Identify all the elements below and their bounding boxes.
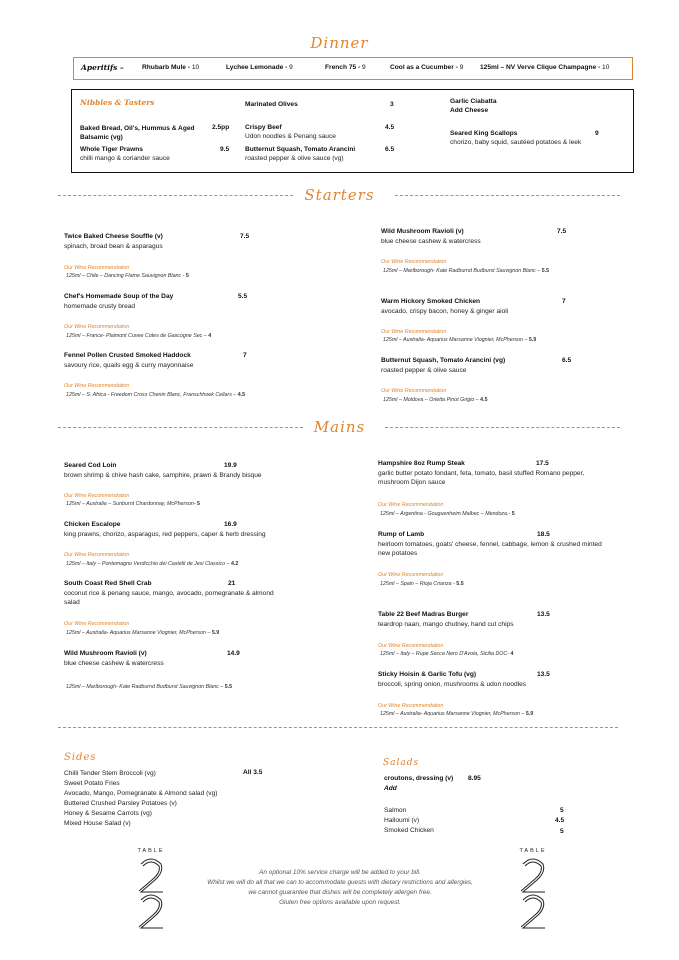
nibble-name: Baked Bread, Oil's, Hummus & Aged Balsamic (vg) [80, 125, 195, 141]
logo-number-22-icon [513, 854, 553, 934]
starters-heading: Starters [304, 186, 375, 204]
dish-price: 14.9 [227, 650, 240, 657]
wine-rec-label: Our Wine Recommendation [381, 329, 447, 335]
dish-price: 13.5 [537, 611, 550, 618]
nibble-desc: chilli mango & coriander sauce [80, 155, 170, 162]
wine-rec-label: Our Wine Recommendation [64, 493, 130, 499]
salad-extra: Halloumi (v) [384, 817, 420, 824]
dish-name: Wild Mushroom Ravioli (v) [64, 650, 147, 657]
dish-price: 19.9 [224, 462, 237, 469]
wine-rec: 125ml – S. Africa - Freedom Cross Chenin Blanc, Franschhoek Cellars – 4.5 [66, 392, 246, 398]
divider [395, 195, 620, 196]
logo-number-22-icon [131, 854, 171, 934]
nibble-name: Marinated Olives [245, 101, 298, 108]
dish-desc: blue cheese cashew & watercress [64, 660, 164, 667]
wine-rec-label: Our Wine Recommendation [64, 621, 130, 627]
salad-extra-price: 4.5 [555, 817, 565, 824]
salad-extra: Smoked Chicken [384, 827, 434, 834]
nibble-name: Seared King Scallops [450, 130, 518, 137]
salad-extra: Salmon [384, 807, 407, 814]
wine-rec: 125ml – Chile – Dancing Flame Sauvignon Blanc - 5 [66, 273, 189, 279]
wine-rec-label: Our Wine Recommendation [378, 502, 444, 508]
sides-heading: Sides [64, 752, 97, 763]
dinner-heading: Dinner [310, 34, 369, 52]
wine-rec: 125ml – Italy – Pontemagno Verdicchio dei Castelli de Jesi Classico – 4.2 [66, 561, 239, 567]
aperitif-item: 125ml – NV Verve Clique Champagne - 10 [480, 64, 610, 71]
aperitifs-label: Aperitifs – [81, 63, 124, 72]
dish-price: 13.5 [537, 671, 550, 678]
wine-rec: 125ml – Moldova – Orietta Pinot Grigio – 4.5 [383, 397, 488, 403]
wine-rec-label: Our Wine Recommendation [378, 643, 444, 649]
dish-desc: avocado, crispy bacon, honey & ginger aioli [381, 308, 509, 315]
nibble-price: 9 [595, 130, 599, 137]
nibble-price: 9.5 [220, 146, 230, 153]
table22-logo-left: TABLE [131, 848, 171, 939]
dish-name: South Coast Red Shell Crab [64, 580, 152, 587]
dish-desc: coconut rice & penang sauce, mango, avocado, pomegranate & almond salad [64, 590, 274, 606]
wine-rec: 125ml – Australia- Aquarius Marsanne Viognier, McPherson – 5.9 [383, 337, 537, 343]
aperitif-item: French 75 - 9 [325, 64, 366, 71]
footer-notes: An optional 10% service charge will be added to your bill. Whilst we will do all that we can to accommodate guests with dietary restrictions and allergies, we cannot guarantee that dishes will be completely allergen free. Gluten free options available upon request. [207, 869, 473, 906]
dish-desc: brown shrimp & chive hash cake, samphire, prawn & Brandy bisque [64, 472, 262, 479]
wine-rec: 125ml – Australia- Aquarius Marsanne Viognier, McPherson – 5.9 [66, 630, 220, 636]
wine-rec-label: Our Wine Recommendation [378, 703, 444, 709]
nibble-name: Add Cheese [450, 107, 489, 114]
aperitif-item: Rhubarb Mule - 10 [142, 64, 200, 71]
wine-rec: 125ml – Marlborough- Kate Radburnd Budburst Sauvignon Blanc – 5.5 [383, 268, 550, 274]
dish-name: Warm Hickory Smoked Chicken [381, 298, 481, 305]
dish-name: Butternut Squash, Tomato Arancini (vg) [381, 357, 506, 364]
side-item: Avocado, Mango, Pomegranate & Almond salad (vg) [64, 790, 218, 797]
dish-price: 7 [562, 298, 566, 305]
dish-price: 18.5 [537, 531, 550, 538]
dish-desc: king prawns, chorizo, asparagus, red peppers, caper & herb dressing [64, 531, 266, 538]
dish-desc: broccoli, spring onion, mushrooms & udon noodles [378, 681, 527, 688]
table22-logo-right: TABLE [513, 848, 553, 939]
divider [58, 727, 618, 728]
side-item: Chilli Tender Stem Broccoli (vg) [64, 770, 156, 777]
dish-desc: teardrop naan, mango chutney, hand cut chips [378, 621, 514, 628]
wine-rec-label: Our Wine Recommendation [64, 383, 130, 389]
dish-price: 7 [243, 352, 247, 359]
dish-name: Fennel Pollen Crusted Smoked Haddock [64, 352, 191, 359]
nibble-desc: Udon noodles & Penang sauce [245, 133, 336, 140]
dish-price: 7.5 [240, 233, 250, 240]
dish-name: Table 22 Beef Madras Burger [378, 611, 469, 618]
dish-desc: heirloom tomatoes, goats' cheese, fennel, cabbage, lemon & crushed minted new potatoes [378, 541, 602, 557]
wine-rec-label: Our Wine Recommendation [64, 552, 130, 558]
dish-desc: roasted pepper & olive sauce [381, 367, 467, 374]
dish-desc: blue cheese cashew & watercress [381, 238, 481, 245]
wine-rec-label: Our Wine Recommendation [64, 324, 130, 330]
side-item: Buttered Crushed Parsley Potatoes (v) [64, 800, 177, 807]
wine-rec: 125ml – Australia – Sunburnt Chardonnay, McPherson- 5 [66, 501, 200, 507]
salads-heading: Salads [383, 758, 420, 768]
aperitif-item: Cool as a Cucumber - 9 [390, 64, 464, 71]
nibble-desc: roasted pepper & olive sauce (vg) [245, 155, 344, 162]
dish-desc: spinach, broad bean & asparagus [64, 243, 163, 250]
salad-add: Add [384, 785, 397, 792]
dish-name: Sticky Hoisin & Garlic Tofu (vg) [378, 671, 477, 678]
dish-desc: homemade crusty bread [64, 303, 136, 310]
wine-rec-label: Our Wine Recommendation [378, 572, 444, 578]
wine-rec: 125ml – Italy – Rupe Secca Nero D'Avola, Sicilia DOC- 4 [380, 651, 514, 657]
nibble-name: Whole Tiger Prawns [80, 146, 143, 153]
salad-extra-price: 5 [560, 828, 564, 835]
dish-price: 6.5 [562, 357, 572, 364]
nibble-name: Garlic Ciabatta [450, 98, 497, 105]
dish-price: 21 [228, 580, 236, 587]
nibble-price: 2.5pp [212, 124, 230, 131]
nibble-desc: chorizo, baby squid, sautéed potatoes & leek [450, 139, 582, 146]
wine-rec-label: Our Wine Recommendation [381, 388, 447, 394]
divider [385, 427, 620, 428]
dish-name: Rump of Lamb [378, 531, 425, 538]
nibble-name: Crispy Beef [245, 124, 282, 131]
side-item: Sweet Potato Fries [64, 780, 120, 787]
salad-base: croutons, dressing (v) [384, 775, 454, 782]
dish-name: Chef's Homemade Soup of the Day [64, 293, 174, 300]
salad-extra-price: 5 [560, 807, 564, 814]
wine-rec: 125ml – Australia- Aquarius Marsanne Viognier, McPherson – 5.9 [380, 711, 534, 717]
wine-rec: 125ml – Argentina - Gouguenheim Malbec – Mendoza,- 5 [380, 511, 515, 517]
dish-price: 17.5 [536, 460, 549, 467]
side-item: Honey & Sesame Carrots (vg) [64, 810, 152, 817]
wine-rec-label: Our Wine Recommendation [64, 265, 130, 271]
nibble-price: 6.5 [385, 146, 395, 153]
dish-price: 5.5 [238, 293, 248, 300]
nibble-price: 4.5 [385, 124, 395, 131]
sides-price: All 3.5 [243, 769, 263, 776]
dish-name: Hampshire 8oz Rump Steak [378, 460, 465, 467]
nibble-name: Butternut Squash, Tomato Arancini [245, 146, 356, 153]
dish-name: Wild Mushroom Ravioli (v) [381, 228, 464, 235]
nibbles-label: Nibbles & Tasters [80, 98, 155, 107]
nibble-price: 3 [390, 101, 394, 108]
dish-name: Seared Cod Loin [64, 462, 117, 469]
wine-rec-label: Our Wine Recommendation [381, 259, 447, 265]
salad-price: 8.95 [468, 775, 481, 782]
side-item: Mixed House Salad (v) [64, 820, 131, 827]
wine-rec: 125ml – Marlborough- Kate Radburnd Budburst Sauvignon Blanc – 5.5 [66, 684, 233, 690]
wine-rec: 125ml – France- Plaimont Cuvee Cotes de Gascogne Sec – 4 [66, 333, 212, 339]
dish-name: Twice Baked Cheese Souffle (v) [64, 233, 163, 240]
dish-price: 16.9 [224, 521, 237, 528]
mains-heading: Mains [313, 418, 366, 436]
dish-price: 7.5 [557, 228, 567, 235]
dish-desc: savoury rice, quails egg & curry mayonnaise [64, 362, 194, 369]
dish-desc: garlic butter potato fondant, feta, tomato, basil stuffed Romano pepper, mushroom Dijon sauce [378, 470, 585, 486]
wine-rec: 125ml – Spain – Rioja Crianza - 5.5 [380, 581, 464, 587]
dish-name: Chicken Escalope [64, 521, 121, 528]
aperitif-item: Lychee Lemonade - 9 [226, 64, 293, 71]
